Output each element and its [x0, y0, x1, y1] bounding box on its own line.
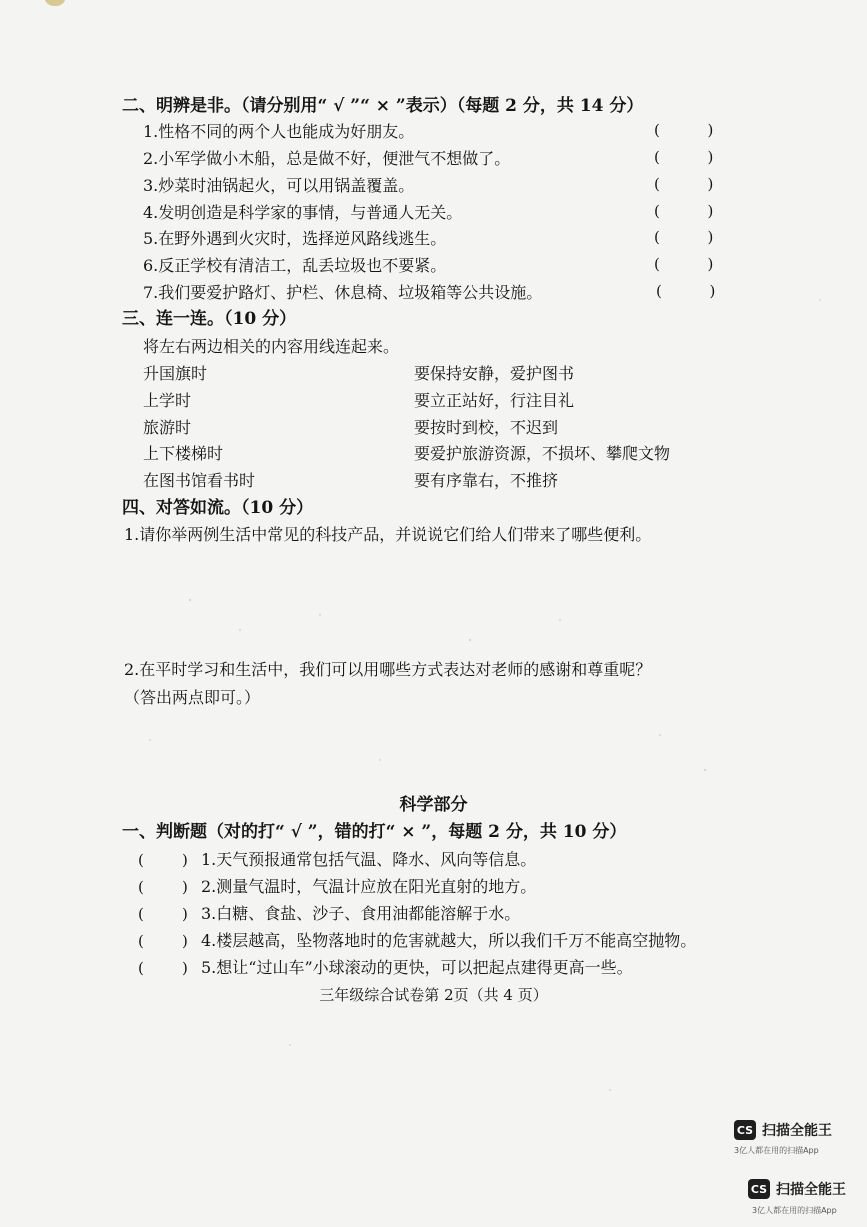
judge-item-2: 2.小军学做小木船，总是做不好，便泄气不想做了。 [143, 149, 511, 168]
science-item-2: 2.测量气温时，气温计应放在阳光直射的地方。 [201, 877, 537, 896]
answer-blank-4[interactable]: ( ) [654, 202, 714, 220]
science-blank-2[interactable]: ( ) [138, 878, 188, 896]
answer-blank-6[interactable]: ( ) [654, 255, 714, 273]
section3-heading: 三、连一连。（10 分） [122, 309, 297, 329]
science-blank-4[interactable]: ( ) [138, 932, 188, 950]
page-footer: 三年级综合试卷第 2页（共 4 页） [319, 986, 548, 1004]
science-item-3: 3.白糖、食盐、沙子、食用油都能溶解于水。 [201, 904, 521, 923]
question-1: 1.请你举两例生活中常见的科技产品，并说说它们给人们带来了哪些便利。 [124, 525, 652, 544]
scanner-watermark-1 [734, 1120, 832, 1140]
judge-item-4: 4.发明创造是科学家的事情，与普通人无关。 [143, 203, 463, 222]
match-right-3[interactable]: 要按时到校，不迟到 [414, 418, 559, 437]
scanner-app-name: 扫描全能王 [762, 1123, 832, 1139]
match-right-4[interactable]: 要爱护旅游资源，不损坏、攀爬文物 [414, 444, 671, 463]
cs-logo-icon: CS [748, 1179, 770, 1199]
judge-item-5: 5.在野外遇到火灾时，选择逆风路线逃生。 [143, 229, 447, 248]
match-right-5[interactable]: 要有序靠右，不推挤 [414, 471, 559, 490]
match-left-4[interactable]: 上下楼梯时 [143, 444, 224, 463]
judge-item-6: 6.反正学校有清洁工，乱丢垃圾也不要紧。 [143, 256, 447, 275]
scanner-app-name: 扫描全能王 [776, 1182, 846, 1198]
match-left-3[interactable]: 旅游时 [143, 418, 192, 437]
science-item-4: 4.楼层越高，坠物落地时的危害就越大，所以我们千万不能高空抛物。 [201, 931, 697, 950]
science-blank-3[interactable]: ( ) [138, 905, 188, 923]
section3-instruction: 将左右两边相关的内容用线连起来。 [143, 337, 400, 356]
match-left-5[interactable]: 在图书馆看书时 [143, 471, 256, 490]
judge-item-3: 3.炒菜时油锅起火，可以用锅盖覆盖。 [143, 176, 415, 195]
section4-heading: 四、对答如流。（10 分） [122, 498, 314, 518]
match-left-1[interactable]: 升国旗时 [143, 364, 208, 383]
judge-item-7: 7.我们要爱护路灯、护栏、休息椅、垃圾箱等公共设施。 [143, 283, 543, 302]
cs-logo-icon: CS [734, 1120, 756, 1140]
scanner-tagline: 3亿人都在用的扫描App [734, 1146, 819, 1155]
science-item-1: 1.天气预报通常包括气温、降水、风向等信息。 [201, 850, 537, 869]
question-2-note: （答出两点即可。） [124, 688, 261, 707]
answer-blank-2[interactable]: ( ) [654, 148, 714, 166]
judge-item-1: 1.性格不同的两个人也能成为好朋友。 [143, 122, 415, 141]
match-left-2[interactable]: 上学时 [143, 391, 192, 410]
science-blank-1[interactable]: ( ) [138, 851, 188, 869]
answer-blank-7[interactable]: ( ) [656, 282, 716, 300]
answer-blank-5[interactable]: ( ) [654, 228, 714, 246]
section2-heading: 二、明辨是非。（请分别用“ √ ”“ × ”表示）（每题 2 分，共 14 分） [122, 96, 644, 116]
scanner-tagline: 3亿人都在用的扫描App [752, 1206, 837, 1215]
science-blank-5[interactable]: ( ) [138, 959, 188, 977]
scan-stain [44, 0, 66, 6]
match-right-1[interactable]: 要保持安静，爱护图书 [414, 364, 575, 383]
match-right-2[interactable]: 要立正站好，行注目礼 [414, 391, 575, 410]
answer-blank-3[interactable]: ( ) [654, 175, 714, 193]
scanner-watermark-2 [748, 1179, 846, 1199]
answer-blank-1[interactable]: ( ) [654, 121, 714, 139]
science-item-5: 5.想让“过山车”小球滚动的更快，可以把起点建得更高一些。 [201, 958, 633, 977]
science-title: 科学部分 [399, 795, 468, 815]
question-2: 2.在平时学习和生活中，我们可以用哪些方式表达对老师的感谢和尊重呢？ [124, 660, 652, 679]
science-section1-heading: 一、判断题（对的打“ √ ”，错的打“ × ”，每题 2 分，共 10 分） [122, 822, 627, 842]
